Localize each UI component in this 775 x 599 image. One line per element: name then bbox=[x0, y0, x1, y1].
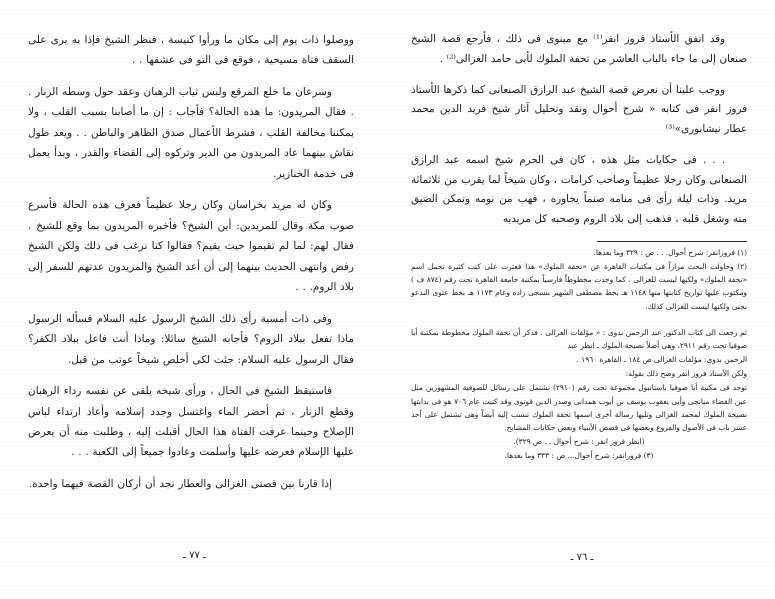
paragraph: وكان له مريد بخراسان وكان رجلا عظيماً فعرف هذه الحالة فأسرع صوب مكة وقال للمريدين: أين الشيخ؟ فأخبره المريدون بما وقع للشيخ . فقال لهم: لما لم تقيموا حيث يقيم؟ فقالوا كنا نرغب فى ذلك ولكن الشيخ رفض وانتهى الحديث بينهما إلى أن أعد الشيخ والمريدون عدتهم للسفر إلى بلاد الروم. . . bbox=[28, 199, 354, 294]
page-76-body bbox=[411, 30, 747, 230]
folio-page-number: ـ ٧٧ ـ bbox=[183, 550, 206, 561]
paragraph: ووجب علينا أن نعرض قصة الشيخ عبد الرازق الصنعانى كما ذكرها الأستاذ فروز انفر فى كتابه « شرح أحوال ونقد وتحليل آثار شيخ فريد الدين محمد عطار نيشابورى»⁽³⁾ bbox=[411, 83, 747, 136]
footnote-note-line-1: ثم رجعت الى كتاب الدكتور عبد الرحمن بدوى : « مؤلفات الغزالى . فذكر أن تحفة الملوك مخطوطة بمكتبة أيا صوفيا تحت رقم ٢٩١١، وهى أصلاً نصيحة الملوك ـ انظر عبد bbox=[411, 327, 747, 350]
paragraph: وفى ذات أمسية رأى ذلك الشيخ الرسول عليه السلام فسأله الرسول ماذا تفعل ببلاد الروم؟ فأجابه الشيخ سائلا: وماذا أنت فاعل ببلاد الكفر؟ فقال الرسول عليه السلام: جئت لكى أخلص شيخاً عوتب من قبل. bbox=[28, 312, 354, 366]
paragraph: فاستيقظ الشيخ فى الحال ، ورأى شيخه يلقى عن نفسه رداء الرهبان وقطع الزنار ، ثم أحضر الماء واغتسل وجدد إسلامه وأعاد ارتداء لباس الإصلاح وحينما عرفت الفتاة هذا الحال أقبلت إليه ، وطلبت منه أن يعرض عليها الإسلام فعرضه عليها وأسلمت وعادوا جميعاً إلى الكعبة . . . bbox=[28, 385, 354, 459]
page-76 bbox=[389, 0, 775, 599]
page-77-body bbox=[28, 30, 354, 494]
folio-page-number: ـ ٧٦ ـ bbox=[570, 552, 594, 563]
footnote-note-line-5: (انظر فروز انفر : شرح أحوال . . ص ٣٢٩). bbox=[513, 437, 645, 447]
paragraph: وقد اتفق الأستاذ فروز انفر⁽¹⁾ مع مينوى فى ذلك ، فأرجع قصة الشيخ صنعان إلى ما جاء بالباب العاشر من تحفة الملوك لأبى حامد الغزالى⁽²⁾ . bbox=[411, 33, 747, 65]
footnote-3: (٣) فروزانفر: شرح أحوال... ص : ٣٣٣ وما بعدها. bbox=[504, 451, 654, 461]
paragraph: ووصلوا ذات يوم إلى مكان ما ورأوا كنيسة ، فنظر الشيخ فإذا به يرى على السقف فتاة مسيحية ، فوقع فى التو فى عشقها . . bbox=[28, 34, 354, 67]
paragraph: . . . فى حكايات مثل هذه ، كان فى الحرم شيخ اسمه عبد الرازق الصنعانى وكان رجلا عظيماً وصاحب كرامات ، وكان شيخاً لما يقرب من ثلاثمائة مريد. وذات ليلة رأى فى منامه صنماً يجاوره ، فهب من نومه وتمكن الضيق منه وشغل قلبه ، فذهب إلى بلاد الروم وصحبه كل مريديه bbox=[411, 153, 747, 226]
page-76-footnotes bbox=[411, 246, 747, 463]
paragraph: وسرعان ما خلع المرقع ولبس ثياب الرهبان وعقد حول وسطه الزنار . . فقال المريدون: ما هذه الحالة؟ فأجاب : إن ما أصابنا بسبب القلب ، ولا يمكننا مخالفة القلب ، فشرط الأعمال صدق الظاهر والباطن . . ويعد طول نقاش بينهما عاد المريدون من الدير وتركوه إلى القضاء والقدر ، وبدأ يعمل فى خدمة الخنازير. bbox=[28, 85, 354, 180]
footnote-note-line-4: توجد فى مكتبة أيا صوفيا باستانبول مجموعة تحت رقم (٢٩١٠) تشتمل على رسائل للصوفية المشهورين مثل عين القضاء ميانجى وأبى يعقوب يوسف بن أيوب همدانى وصدر الدين قونوى وقد كتبت عام ٧٠٦ هو فى بدايتها نصيحة الملوك لمحمد الغزالى وتليها رسالة أخرى اسمها تحفة الملوك تنسب إليه أيضاً وهى تشتمل على أحد عشر باب فى الأصول والفروع وبعضها فى قصص الأنبياء وبعض حكايات المشايخ. bbox=[411, 383, 748, 432]
footnote-separator-rule bbox=[597, 241, 747, 242]
footnote-1: (١) فروزانفر: شرح أحوال. . . ص : ٣٢٩ وما بعدها. bbox=[593, 247, 747, 257]
footnote-note-line-2: الرحمن بدوى: مؤلفات الغزالى ص ١٨٤ ـ القاهرة ١٩٦٠ . bbox=[576, 355, 747, 365]
paragraph: إذا قارنا بين قصتى الغزالى والعطار نجد أن أركان القصة فيهما واحدة. bbox=[28, 477, 332, 490]
footnote-note-line-3: ولكن الأستاذ فروز انفر وضح ذلك بقوله: bbox=[625, 369, 747, 379]
footnote-spacer bbox=[411, 314, 747, 326]
footnote-2: (٢) وحاولت البحث مراراً فى مكتبات القاهرة عن «تحفة الملوك» هذا فعثرت على كتب كثيرة تحمل اسم «تحفة الملوك» ولكنها ليست للغزالى . كما وجدت مخطوطاً فارسياً بمكتبة جامعة القاهرة تحت رقم (٨٧٤ ف ) ومكتوب عليها تواريخ كتابتها منها ١١٤٨ هـ بخط مصطفى الشهير بنسجى زاده وعام ١١٧٣ هـ بخط عثوى الندعو نجنى ولكنها ليست للغزالى كذلك. bbox=[411, 262, 747, 311]
